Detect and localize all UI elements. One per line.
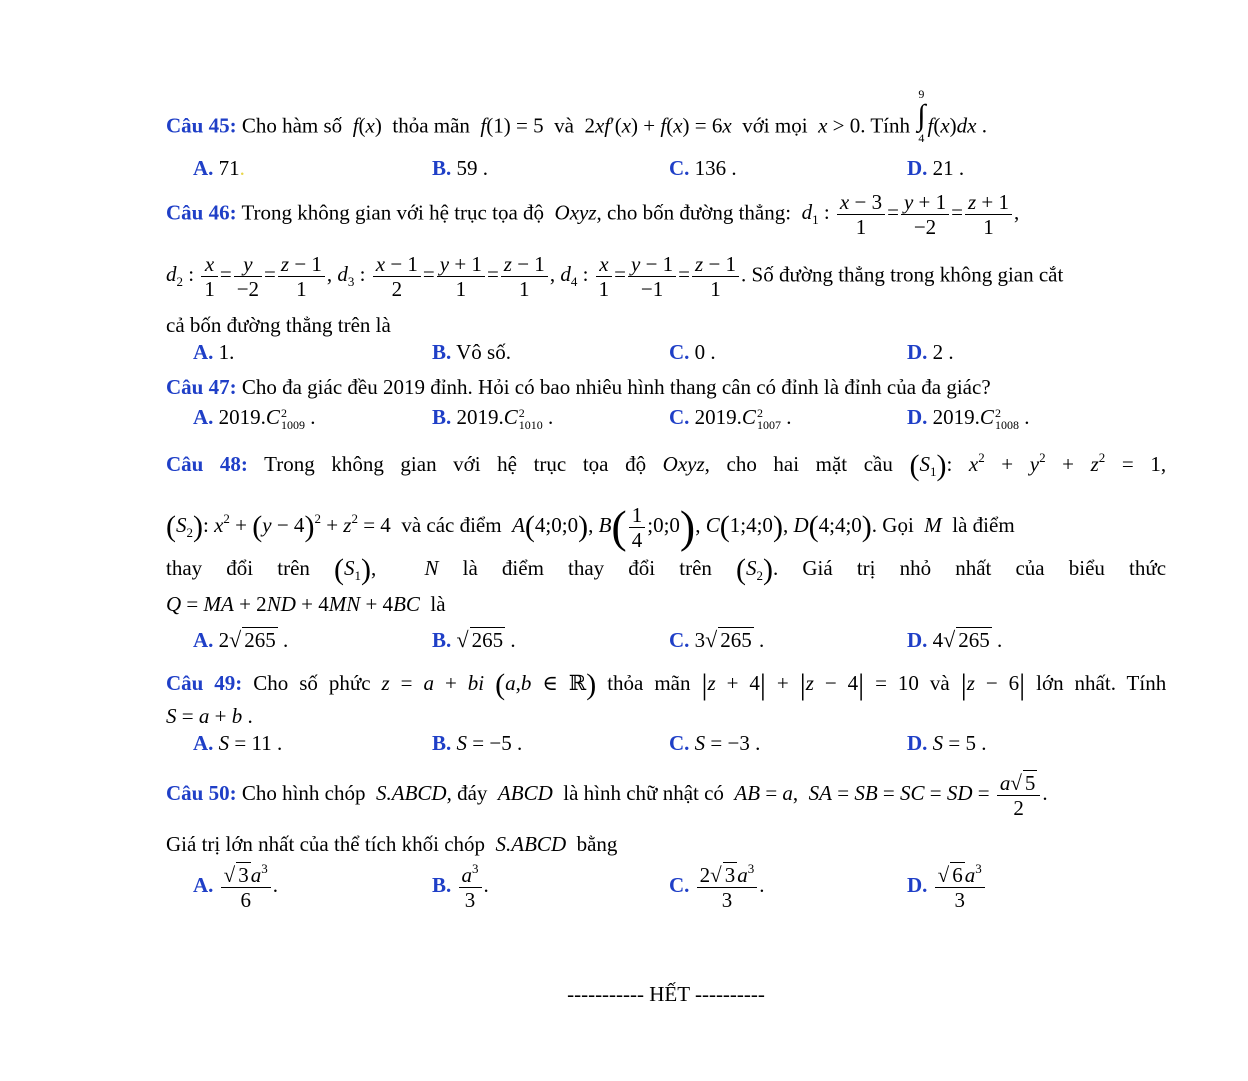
q48-stem-line3 (166, 553, 1166, 587)
q45-math-cond: f(1) = 5 (480, 113, 549, 138)
option-label: D. (907, 628, 928, 652)
q48-option-b[interactable]: B. √ 265 . (432, 627, 516, 652)
q48-text: đổi (226, 556, 254, 580)
integral-symbol: 9 ∫ 4 (917, 87, 926, 145)
q50-math-ab: AB = a, SA = SB = SC = SD = $\frac{a√ 5}{2}$ . (734, 771, 1048, 821)
option-radicand: 265 (958, 628, 990, 652)
q48-text: . Giá trị nhỏ nhất của biểu thức (773, 556, 1167, 580)
q47-stem (166, 375, 1166, 400)
option-value: 11 . (251, 731, 283, 755)
q46-label: Câu 46: (166, 200, 237, 225)
q45-math-eq: 2xf′(x) + f(x) = 6x (579, 113, 732, 138)
option-value: 59 . (456, 156, 489, 180)
option-sub: 1007 (756, 418, 781, 433)
option-value: 2019. (932, 405, 980, 429)
q48-math-s1b: $(S_1)$, N (334, 553, 439, 586)
option-label: D. (907, 340, 928, 364)
q49-math-cond: |z + 4| + |z − 4| = 10 (701, 668, 919, 701)
option-value: 71 (218, 156, 240, 180)
q45-stem (166, 87, 1166, 156)
option-label: B. (432, 628, 452, 652)
q45-option-b[interactable] (432, 156, 488, 181)
q49-label: Câu 49: (166, 671, 243, 695)
option-value: −3 . (727, 731, 761, 755)
q50-math-sabcd2: S.ABCD (495, 832, 567, 856)
q50-stem-line2 (166, 832, 1166, 857)
option-value: −5 . (489, 731, 523, 755)
q47-text: Cho đa giác đều 2019 đỉnh. Hỏi có bao nhiêu hình thang cân có đỉnh là đỉnh của đa giác? (241, 375, 991, 399)
option-coef: 2 (218, 628, 230, 652)
q49-stem-line1 (166, 668, 1166, 702)
option-label: A. (193, 340, 214, 364)
q45-text: Cho hàm số (241, 113, 343, 138)
q50-stem-line1 (166, 770, 1166, 820)
option-label: C. (669, 340, 690, 364)
q46-math-oxyz: Oxyz (554, 200, 597, 225)
option-label: B. (432, 872, 452, 897)
q46-math-d1: $d_1$ : $\frac{x - 3}{1}$ = $\frac{y + 1}{-2}$ = $\frac{z + 1}{1}$ , (801, 190, 1020, 240)
q47-option-a[interactable]: A. 2019.C 2 1009 . (193, 405, 316, 433)
q48-text: là điểm (952, 513, 1015, 537)
q48-text: , cho hai mặt cầu (704, 452, 893, 476)
q45-text: với mọi (742, 113, 808, 138)
option-value: 2019. (218, 405, 266, 429)
q45-option-a[interactable]: A. 71. (193, 156, 245, 180)
q48-label: Câu 48: (166, 452, 248, 476)
q50-text: Cho hình chóp (241, 780, 366, 805)
option-fraction: $\frac{√ 3a^3}{6}$ (221, 862, 271, 912)
q45-text: và (554, 113, 574, 138)
q49-option-d[interactable]: D. S = 5 . (907, 731, 987, 755)
q48-text: và các điểm (401, 513, 502, 537)
option-label: A. (193, 872, 214, 897)
option-value: 2 . (932, 340, 954, 364)
q49-stem-line2 (166, 704, 1166, 729)
q50-text: , đáy (446, 780, 488, 805)
q48-stem-line4 (166, 592, 1166, 617)
option-value: 136 . (694, 156, 737, 180)
q49-text: Cho số phức (253, 671, 371, 695)
option-sub: 1009 (280, 418, 305, 433)
q46-option-a[interactable] (193, 340, 234, 365)
q48-option-a[interactable]: A. 2√ 265 . (193, 627, 289, 652)
q46-text: cả bốn đường thẳng trên là (166, 313, 391, 337)
q49-text: và (929, 671, 950, 695)
q45-math-int: f(x)dx . (927, 113, 987, 138)
q49-math-domain: (a,b ∈ ℝ) (495, 668, 597, 701)
q48-option-c[interactable]: C. 3√ 265 . (669, 627, 765, 652)
option-label: B. (432, 340, 452, 364)
q49-math-mod: |z − 6| (960, 668, 1026, 701)
q50-text: Giá trị lớn nhất của thể tích khối chóp (166, 832, 486, 856)
q50-option-b[interactable]: B. $\frac{a^3}{3}$ . (432, 861, 489, 913)
q50-math-abcd: ABCD (497, 780, 553, 805)
q48-math-s2: $(S_2)$: $x^2 + (y - 4)^2 + z^2 = 4$ (166, 510, 391, 543)
option-label: C. (669, 405, 690, 429)
q48-math-m: M (924, 513, 942, 537)
option-label: A. (193, 628, 214, 652)
q50-label: Câu 50: (166, 780, 237, 805)
q46-option-d[interactable] (907, 340, 954, 365)
q48-option-d[interactable]: D. 4√ 265 . (907, 627, 1003, 652)
q50-text: là hình chữ nhật có (563, 780, 724, 805)
q48-math-q: Q = MA + 2ND + 4MN + 4BC (166, 592, 420, 616)
q48-math-s2b: $(S_2)$ (736, 553, 774, 586)
option-label: A. (193, 731, 214, 755)
option-label: B. (432, 156, 452, 180)
q46-stem-line2 (166, 252, 1166, 301)
q48-math-oxyz: Oxyz (662, 452, 705, 476)
q45-math-f: f(x) (352, 113, 388, 138)
option-value: 2019. (694, 405, 742, 429)
q45-option-d[interactable] (907, 156, 964, 181)
integral-upper: 9 (918, 87, 925, 101)
q45-label: Câu 45: (166, 113, 237, 138)
q46-math-d3: $d_3$ : $\frac{x - 1}{2}$ = $\frac{y + 1}{1}$ = $\frac{z - 1}{1}$ , (337, 252, 561, 302)
option-label: C. (669, 156, 690, 180)
q46-math-d2: $d_2$ : $\frac{x}{1}$ = $\frac{y}{-2}$ = $\frac{z - 1}{1}$ , (166, 252, 338, 302)
option-label: C. (669, 731, 690, 755)
q46-text: . Số đường thẳng trong không gian cắt (741, 262, 1064, 287)
q47-option-d[interactable]: D. 2019.C 2 1008 . (907, 405, 1030, 433)
q45-text: thỏa mãn (392, 113, 470, 138)
integral-lower: 4 (918, 130, 925, 145)
option-fraction: $\frac{√ 6a^3}{3}$ (935, 862, 985, 912)
option-coef: 3 (694, 628, 706, 652)
option-label: C. (669, 872, 690, 897)
q48-stem-line2 (166, 500, 1166, 553)
q48-text: thay (166, 556, 203, 580)
option-sub: 1010 (518, 418, 543, 433)
q50-option-c[interactable]: C. $\frac{2√ 3a^3}{3}$ . (669, 861, 765, 913)
option-value: 1. (218, 340, 235, 364)
option-radicand: 265 (720, 628, 752, 652)
option-label: D. (907, 872, 928, 897)
option-label: D. (907, 405, 928, 429)
option-label: A. (193, 156, 214, 180)
q49-math-z: z = a + bi (381, 671, 485, 695)
option-value: 21 . (932, 156, 965, 180)
option-sub: 1008 (994, 418, 1019, 433)
q46-stem-line3 (166, 313, 1166, 338)
q47-option-c[interactable]: C. 2019.C 2 1007 . (669, 405, 792, 433)
q49-text: thỏa mãn (607, 671, 691, 695)
q46-option-c[interactable] (669, 340, 716, 365)
q50-option-d[interactable] (907, 862, 987, 912)
option-label: D. (907, 156, 928, 180)
q49-math-s: S = a + b . (166, 704, 253, 728)
option-label: B. (432, 731, 452, 755)
end-marker: ----------- HẾT ---------- (567, 982, 765, 1006)
q46-stem-line1 (166, 190, 1166, 239)
q48-text: là (430, 592, 446, 616)
q50-option-a[interactable]: A. $\frac{√ 3a^3}{6}$ . (193, 861, 278, 913)
option-radicand: 265 (471, 628, 504, 652)
q46-math-d4: $d_4$ : $\frac{x}{1}$ = $\frac{y - 1}{-1}$ = $\frac{z - 1}{1}$ (560, 262, 741, 286)
q48-text: là điểm thay đổi trên (462, 556, 712, 580)
q48-math-s1: $(S_1)$: $x^2 + y^2 + z^2 = 1$, (909, 449, 1167, 482)
q46-text: Trong không gian với hệ trục tọa độ (241, 200, 545, 225)
q50-math-sabcd: S.ABCD (376, 780, 447, 805)
q49-option-a[interactable]: A. S = 11 . (193, 731, 283, 755)
q48-stem-line1 (166, 449, 1166, 483)
q45-text: . Tính (860, 113, 911, 138)
q49-option-b[interactable]: B. S = −5 . (432, 731, 523, 755)
q45-math-x: x > 0 (818, 113, 861, 138)
option-value: 0 . (694, 340, 716, 364)
q50-text: bằng (576, 832, 618, 856)
q46-text: , cho bốn đường thẳng: (596, 200, 792, 225)
option-value: 5 . (965, 731, 987, 755)
option-value: Vô số. (456, 340, 511, 364)
q48-math-points: A(4;0;0), B( $\frac{1}{4}$ ;0;0), C(1;4;0), D(4;4;0) (512, 501, 872, 552)
option-value: 2019. (456, 405, 504, 429)
q48-text: trên (277, 556, 310, 580)
q49-text: lớn nhất. Tính (1036, 671, 1167, 695)
option-fraction: $\frac{2√ 3a^3}{3}$ (697, 862, 758, 912)
q46-option-b[interactable] (432, 340, 511, 365)
q48-text: . Gọi (871, 513, 914, 537)
option-label: C. (669, 628, 690, 652)
option-label: D. (907, 731, 928, 755)
option-label: A. (193, 405, 214, 429)
q45-option-c[interactable] (669, 156, 737, 181)
option-radicand: 265 (244, 628, 276, 652)
q47-option-b[interactable]: B. 2019.C 2 1010 . (432, 405, 554, 433)
q48-text: Trong không gian với hệ trục tọa độ (264, 452, 647, 476)
q47-label: Câu 47: (166, 375, 237, 399)
option-label: B. (432, 405, 452, 429)
option-coef: 4 (932, 628, 944, 652)
option-fraction: $\frac{a^3}{3}$ (459, 862, 482, 912)
q49-option-c[interactable]: C. S = −3 . (669, 731, 761, 755)
